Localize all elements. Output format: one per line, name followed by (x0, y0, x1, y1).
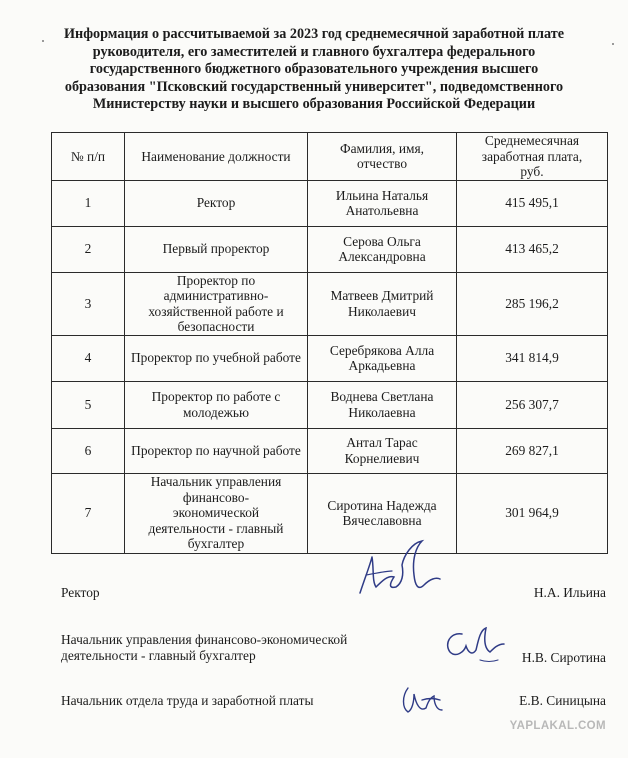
watermark: YAPLAKAL.COM (509, 720, 606, 732)
row-full-name: Сиротина Надежда Вячеславовна (308, 473, 457, 553)
table-row (52, 381, 608, 428)
labour-head-signature (398, 680, 448, 720)
signer-name-labour-head: Е.В. Синицына (519, 693, 606, 708)
table-row (52, 473, 608, 553)
signer-name-rector: Н.А. Ильина (533, 585, 606, 600)
row-number: 7 (52, 473, 125, 553)
title-line: руководителя, его заместителей и главного бухгалтера федерального (92, 43, 536, 60)
signer-name-chief-accountant: Н.В. Сиротина (521, 650, 606, 665)
row-full-name: Серова Ольга Александровна (308, 226, 457, 272)
signer-label-line: деятельности - главный бухгалтер (61, 648, 256, 663)
row-number: 2 (52, 226, 125, 272)
row-number: 4 (52, 335, 125, 381)
table-row (52, 428, 608, 473)
signer-label-rector: Ректор (61, 585, 100, 600)
row-position: Проректор по административно-хозяйственной работе и безопасности (125, 272, 308, 335)
row-position: Проректор по учебной работе (125, 335, 308, 381)
row-full-name: Ильина Наталья Анатольевна (308, 180, 457, 226)
row-position: Начальник управления финансово-экономической деятельности - главный бухгалтер (125, 473, 308, 553)
header-position: Наименование должности (125, 133, 308, 181)
row-number: 5 (52, 381, 125, 428)
row-salary: 256 307,7 (457, 381, 608, 428)
row-full-name: Антал Тарас Корнелиевич (308, 428, 457, 473)
row-full-name: Воднева Светлана Николаевна (308, 381, 457, 428)
row-salary: 285 196,2 (457, 272, 608, 335)
row-position: Ректор (125, 180, 308, 226)
row-full-name: Матвеев Дмитрий Николаевич (308, 272, 457, 335)
paper-speck (612, 43, 614, 45)
table-row (52, 226, 608, 272)
row-salary: 269 827,1 (457, 428, 608, 473)
title-line: государственного бюджетного образовательного учреждения высшего (89, 61, 539, 78)
row-number: 1 (52, 180, 125, 226)
salary-table (51, 132, 608, 554)
row-salary: 413 465,2 (457, 226, 608, 272)
table-row (52, 272, 608, 335)
paper-speck (42, 40, 44, 42)
rector-signature (352, 535, 442, 600)
row-position: Первый проректор (125, 226, 308, 272)
row-number: 6 (52, 428, 125, 473)
header-full-name: Фамилия, имя, отчество (308, 133, 457, 181)
row-full-name: Серебрякова Алла Аркадьевна (308, 335, 457, 381)
signer-label-labour-head: Начальник отдела труда и заработной платы (61, 693, 314, 708)
title-line: Министерству науки и высшего образования Российской Федерации (92, 96, 536, 113)
row-salary: 415 495,1 (457, 180, 608, 226)
table-header-row (52, 133, 608, 181)
title-line: Информация о рассчитываемой за 2023 год среднемесячной заработной плате (63, 26, 564, 42)
chief-accountant-signature (440, 622, 510, 667)
row-salary: 301 964,9 (457, 473, 608, 553)
signer-label-line: Начальник управления финансово-экономической (61, 632, 348, 647)
table-row (52, 180, 608, 226)
document-title (40, 26, 588, 114)
row-number: 3 (52, 272, 125, 335)
signer-label-chief-accountant (61, 632, 347, 664)
row-salary: 341 814,9 (457, 335, 608, 381)
title-line: образования "Псковский государственный университет", подведомственного (64, 78, 564, 95)
table-row (52, 335, 608, 381)
row-position: Проректор по научной работе (125, 428, 308, 473)
header-number: № п/п (52, 133, 125, 181)
row-position: Проректор по работе с молодежью (125, 381, 308, 428)
header-salary: Среднемесячная заработная плата, руб. (457, 133, 608, 181)
